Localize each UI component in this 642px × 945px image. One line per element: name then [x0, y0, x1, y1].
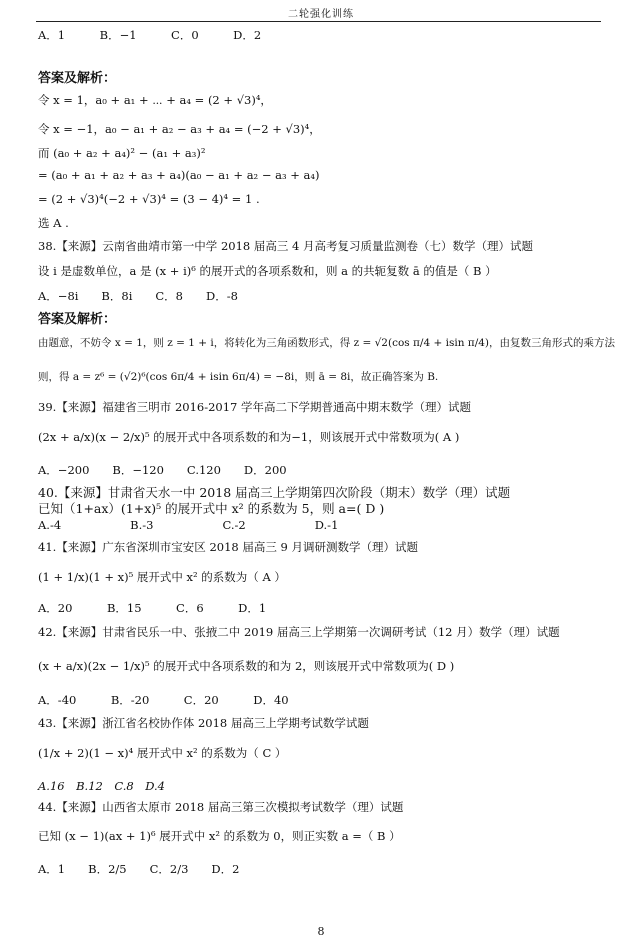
- q39-source: 39.【来源】福建省三明市 2016-2017 学年高二下学期普通高中期末数学（理）试题: [38, 400, 472, 414]
- solution-line: = (a₀ + a₁ + a₂ + a₃ + a₄)(a₀ − a₁ + a₂ − a₃ + a₄): [38, 168, 320, 182]
- q43-source: 43.【来源】浙江省名校协作体 2018 届高三上学期考试数学试题: [38, 716, 369, 730]
- q42-options: A．-40 B．-20 C．20 D．40: [38, 693, 289, 707]
- q43-question: (1/x + 2)(1 − x)⁴ 展开式中 x² 的系数为（ C ）: [38, 746, 287, 760]
- q38-source: 38.【来源】云南省曲靖市第一中学 2018 届高三 4 月高考复习质量监测卷（七）数学（理）试题: [38, 239, 533, 253]
- page-header: 二轮强化训练: [288, 9, 354, 20]
- q44-question: 已知 (x − 1)(ax + 1)⁶ 展开式中 x² 的系数为 0，则正实数 a =（ B ）: [38, 829, 401, 843]
- q44-source: 44.【来源】山西省太原市 2018 届高三第三次模拟考试数学（理）试题: [38, 800, 404, 814]
- q38-options: A．−8i B．8i C．8 D．-8: [38, 289, 238, 303]
- solution-line: = (2 + √3)⁴(−2 + √3)⁴ = (3 − 4)⁴ = 1 .: [38, 192, 260, 206]
- solution-line: 令 x = 1，a₀ + a₁ + ⋯ + a₄ = (2 + √3)⁴，: [38, 93, 272, 107]
- solution-line: 由题意，不妨令 x = 1，则 z = 1 + i，将转化为三角函数形式，得 z = √2(cos π/4 + isin π/4)，由复数三角形式的乘方法: [38, 337, 616, 349]
- solution-line: 选 A .: [38, 216, 69, 230]
- answer-heading: 答案及解析：: [38, 312, 117, 327]
- q41-question: (1 + 1/x)(1 + x)⁵ 展开式中 x² 的系数为（ A ）: [38, 570, 286, 584]
- solution-line: 则，得 a = z⁶ = (√2)⁶(cos 6π/4 + isin 6π/4) = −8i，则 ā = 8i，故正确答案为 B.: [38, 371, 439, 383]
- q40-options: A.-4 B.-3 C.-2 D.-1: [38, 518, 339, 532]
- q40-question: 已知（1+ax）(1+x)⁵ 的展开式中 x² 的系数为 5，则 a=( D ): [38, 501, 385, 516]
- q39-options: A．−200 B．−120 C.120 D．200: [38, 463, 287, 477]
- q44-options: A．1 B．2/5 C．2/3 D．2: [38, 862, 240, 876]
- solution-line: 而 (a₀ + a₂ + a₄)² − (a₁ + a₃)²: [38, 146, 206, 160]
- q41-source: 41.【来源】广东省深圳市宝安区 2018 届高三 9 月调研测数学（理）试题: [38, 540, 418, 554]
- header-rule: [36, 21, 601, 22]
- q38-question: 设 i 是虚数单位，a 是 (x + i)⁶ 的展开式的各项系数和，则 a 的共轭复数 ā 的值是（ B ）: [38, 264, 497, 278]
- q42-question: (x + a/x)(2x − 1/x)⁵ 的展开式中各项系数的和为 2，则该展开式中常数项为( D ): [38, 659, 455, 673]
- answer-heading: 答案及解析：: [38, 71, 117, 86]
- q40-source: 40.【来源】甘肃省天水一中 2018 届高三上学期第四次阶段（期末）数学（理）试题: [38, 485, 511, 500]
- page-number: 8: [317, 925, 325, 938]
- q41-options: A．20 B．15 C．6 D．1: [38, 601, 267, 615]
- solution-line: 令 x = −1，a₀ − a₁ + a₂ − a₃ + a₄ = (−2 + √3)⁴，: [38, 122, 321, 136]
- q39-question: (2x + a/x)(x − 2/x)⁵ 的展开式中各项系数的和为−1，则该展开式中常数项为( A ): [38, 430, 460, 444]
- q42-source: 42.【来源】甘肃省民乐一中、张掖二中 2019 届高三上学期第一次调研考试（12 月）数学（理）试题: [38, 625, 560, 639]
- q37-options: A．1 B．−1 C．0 D．2: [38, 28, 262, 42]
- q43-options: A.16 B.12 C.8 D.4: [38, 779, 165, 793]
